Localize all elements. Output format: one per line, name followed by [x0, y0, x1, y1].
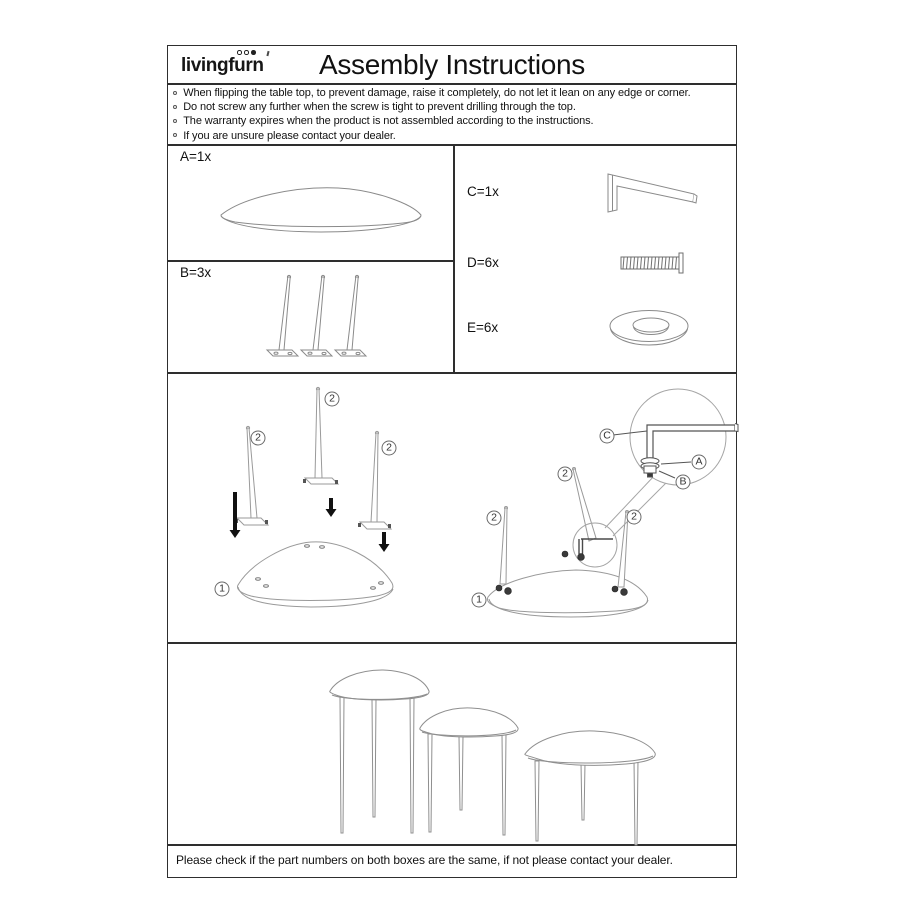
- legs-part-drawing: [265, 274, 369, 362]
- callout-step-2: 2: [251, 431, 266, 446]
- table-short: [525, 731, 655, 845]
- bullet-icon: [173, 119, 177, 123]
- part-e-label: E=6x: [467, 320, 499, 335]
- warning-text: If you are unsure please contact your dealer.: [183, 129, 396, 142]
- callout-step-2: 2: [325, 392, 340, 407]
- callout-step-2: 2: [558, 467, 573, 482]
- assembly-step-right-drawing: [461, 378, 741, 633]
- leg: [335, 275, 366, 356]
- nesting-tables-drawing: [186, 645, 720, 847]
- divider-assembly-bottom: [168, 642, 736, 644]
- callout-step-1: 1: [215, 582, 230, 597]
- brand-logo-text: livingfurn: [181, 55, 264, 76]
- part-d-label: D=6x: [467, 255, 499, 270]
- divider-warnings: [168, 144, 736, 146]
- warning-text: The warranty expires when the product is not assembled according to the instructions.: [183, 115, 594, 128]
- part-c-label: C=1x: [467, 184, 499, 199]
- divider-header: [168, 83, 736, 85]
- callout-step-2: 2: [627, 510, 642, 525]
- warning-text: When flipping the table top, to prevent damage, raise it completely, do not let it lean on any edge or corner.: [183, 87, 691, 99]
- callout-step-2: 2: [382, 441, 397, 456]
- callout-step-2: 2: [487, 511, 502, 526]
- part-a-label: A=1x: [180, 149, 212, 164]
- bullet-icon: [173, 105, 177, 109]
- warning-item: [173, 86, 733, 100]
- callout-step-1: 1: [472, 593, 487, 608]
- warning-item: [173, 100, 733, 114]
- table-tall: [330, 670, 429, 833]
- part-b-label: B=3x: [180, 265, 212, 280]
- page-title: Assembly Instructions: [318, 49, 586, 80]
- flipped-table-top: [238, 542, 393, 607]
- footer-note: Please check if the part numbers on both boxes are the same, if not please contact your dealer.: [176, 853, 673, 867]
- magnifier-leader-lines: [605, 475, 667, 536]
- bullet-icon: [173, 133, 177, 137]
- warning-list: [173, 86, 733, 143]
- table-medium: [420, 708, 518, 835]
- allen-key-small: [579, 539, 613, 554]
- warning-text: Do not screw any further when the screw is tight to prevent drilling through the top.: [183, 101, 576, 114]
- leg: [500, 468, 629, 588]
- leg: [301, 275, 332, 356]
- warning-item: [173, 129, 733, 143]
- callout-part-a: A: [692, 455, 707, 470]
- document-frame: [167, 45, 737, 878]
- leg: [267, 275, 298, 356]
- washer-part-drawing: [607, 306, 691, 350]
- divider-parts-columns: [453, 144, 455, 373]
- callout-part-b: B: [676, 475, 691, 490]
- allen-key-part-drawing: [602, 170, 702, 216]
- callout-part-c: C: [600, 429, 615, 444]
- logo-dots-icon: [237, 50, 256, 55]
- bullet-icon: [173, 91, 177, 95]
- brand-logo: [181, 55, 264, 77]
- table-top-part-drawing: [218, 182, 424, 234]
- divider-parts-ab: [168, 260, 453, 262]
- divider-parts-bottom: [168, 372, 736, 374]
- warning-item: [173, 114, 733, 128]
- screw-part-drawing: [618, 250, 688, 276]
